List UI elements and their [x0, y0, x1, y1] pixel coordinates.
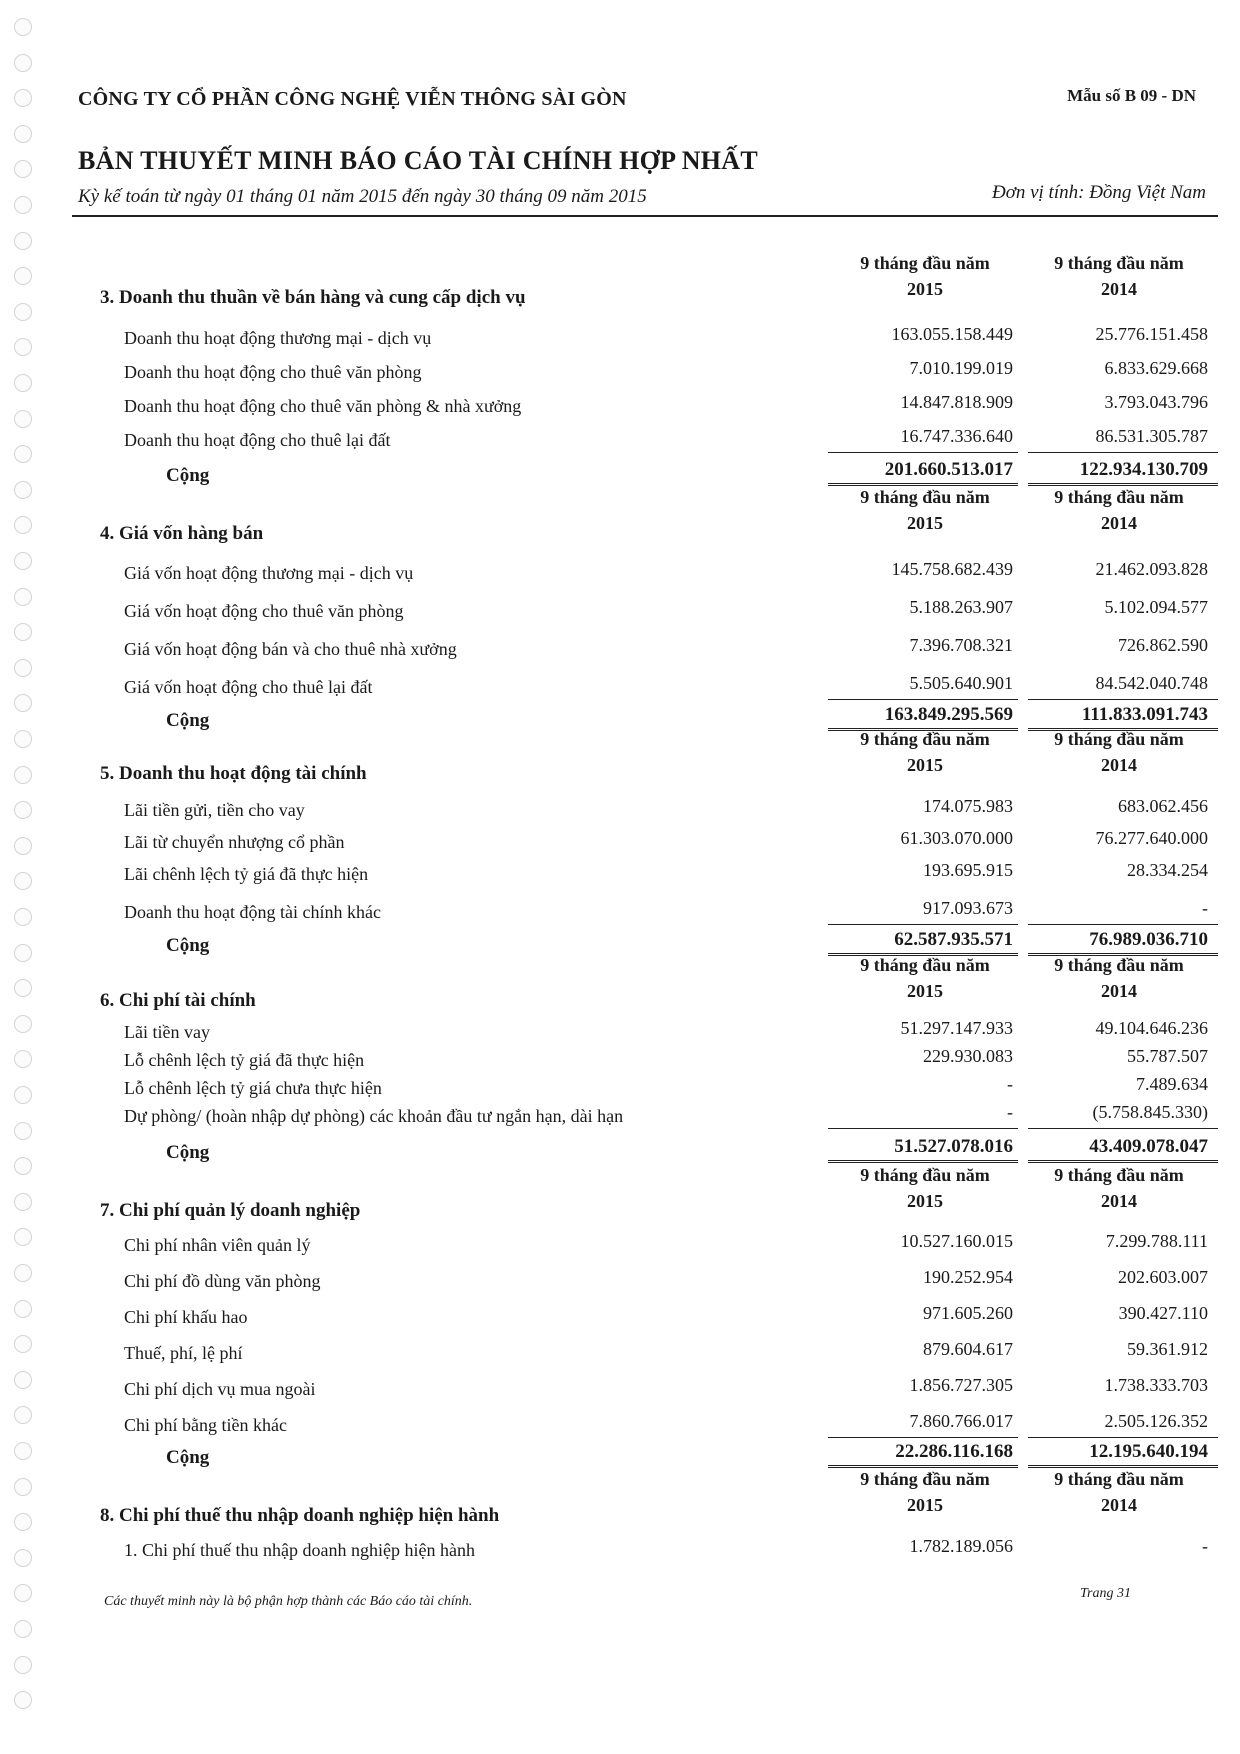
binder-hole — [14, 1656, 32, 1674]
binder-hole — [14, 1371, 32, 1389]
binder-hole — [14, 481, 32, 499]
subtotal-rule — [828, 452, 1018, 453]
line-item-value-2014: 55.787.507 — [1127, 1046, 1208, 1066]
line-item-value-2014: 84.542.040.748 — [1095, 673, 1208, 693]
line-item-value-2015: 971.605.260 — [923, 1303, 1013, 1323]
line-item-value-2014: - — [1202, 1536, 1208, 1556]
line-item-label: Lãi tiền gửi, tiền cho vay — [124, 800, 305, 820]
binder-hole — [14, 1264, 32, 1282]
binder-hole — [14, 1157, 32, 1175]
binder-hole — [14, 944, 32, 962]
binder-hole — [14, 588, 32, 606]
total-value-2014: 122.934.130.709 — [1079, 459, 1208, 480]
subtotal-rule — [1028, 699, 1218, 700]
section-title: 3. Doanh thu thuần về bán hàng và cung cấp dịch vụ — [100, 287, 526, 308]
section-title: 4. Giá vốn hàng bán — [100, 523, 264, 544]
line-item-value-2014: 59.361.912 — [1127, 1339, 1208, 1359]
column-header-2015: 9 tháng đầu năm 2015 — [860, 1469, 990, 1515]
line-item-value-2014: 21.462.093.828 — [1095, 559, 1208, 579]
footer-note: Các thuyết minh này là bộ phận hợp thành các Báo cáo tài chính. — [104, 1594, 473, 1609]
subtotal-rule — [828, 1128, 1018, 1129]
company-name: CÔNG TY CỔ PHẦN CÔNG NGHỆ VIỄN THÔNG SÀI GÒN — [78, 88, 627, 110]
binder-hole — [14, 1478, 32, 1496]
line-item-label: Giá vốn hoạt động thương mại - dịch vụ — [124, 563, 414, 583]
binder-hole — [14, 54, 32, 72]
line-item-label: Giá vốn hoạt động bán và cho thuê nhà xưởng — [124, 639, 457, 659]
line-item-value-2014: 726.862.590 — [1118, 635, 1208, 655]
total-value-2014: 43.409.078.047 — [1089, 1136, 1208, 1157]
line-item-value-2015: 229.930.083 — [923, 1046, 1013, 1066]
binder-hole — [14, 410, 32, 428]
line-item-value-2015: - — [1007, 1074, 1013, 1094]
binder-hole — [14, 730, 32, 748]
subtotal-rule — [828, 1437, 1018, 1438]
binder-hole — [14, 1050, 32, 1068]
binder-hole — [14, 160, 32, 178]
line-item-label: Chi phí nhân viên quản lý — [124, 1235, 311, 1255]
section-title: 6. Chi phí tài chính — [100, 990, 256, 1011]
subtotal-rule — [828, 699, 1018, 700]
line-item-label: Lãi chênh lệch tỷ giá đã thực hiện — [124, 864, 369, 884]
line-item-value-2015: 174.075.983 — [923, 796, 1013, 816]
binder-hole — [14, 552, 32, 570]
column-header-2014: 9 tháng đầu năm 2014 — [1054, 1165, 1184, 1211]
line-item-value-2015: 193.695.915 — [923, 860, 1013, 880]
binder-hole — [14, 516, 32, 534]
line-item-label: 1. Chi phí thuế thu nhập doanh nghiệp hiện hành — [124, 1540, 475, 1560]
line-item-label: Chi phí dịch vụ mua ngoài — [124, 1379, 316, 1399]
binder-hole — [14, 338, 32, 356]
binder-hole — [14, 1228, 32, 1246]
line-item-value-2015: 5.505.640.901 — [909, 673, 1013, 693]
total-label: Cộng — [166, 1447, 210, 1468]
total-value-2014: 76.989.036.710 — [1089, 929, 1208, 950]
binder-hole — [14, 979, 32, 997]
binder-hole — [14, 659, 32, 677]
binder-hole — [14, 303, 32, 321]
total-value-2015: 163.849.295.569 — [884, 704, 1013, 725]
page-number: Trang 31 — [1080, 1586, 1131, 1601]
line-item-label: Chi phí bằng tiền khác — [124, 1415, 287, 1435]
line-item-value-2015: 5.188.263.907 — [909, 597, 1013, 617]
total-value-2014: 111.833.091.743 — [1081, 704, 1208, 725]
column-header-2015: 9 tháng đầu năm 2015 — [860, 253, 990, 299]
total-label: Cộng — [166, 1142, 210, 1163]
line-item-label: Doanh thu hoạt động cho thuê văn phòng & nhà xưởng — [124, 396, 522, 416]
line-item-value-2015: 51.297.147.933 — [900, 1018, 1013, 1038]
binder-hole — [14, 1513, 32, 1531]
line-item-value-2014: 1.738.333.703 — [1104, 1375, 1208, 1395]
subtotal-rule — [1028, 924, 1218, 925]
binder-hole — [14, 1015, 32, 1033]
line-item-label: Giá vốn hoạt động cho thuê văn phòng — [124, 601, 404, 621]
column-header-2014: 9 tháng đầu năm 2014 — [1054, 253, 1184, 299]
line-item-value-2014: 25.776.151.458 — [1095, 324, 1208, 344]
binder-hole — [14, 801, 32, 819]
line-item-value-2014: 7.299.788.111 — [1105, 1231, 1208, 1251]
line-item-value-2014: 49.104.646.236 — [1095, 1018, 1208, 1038]
line-item-value-2015: 1.856.727.305 — [909, 1375, 1013, 1395]
column-header-2014: 9 tháng đầu năm 2014 — [1054, 955, 1184, 1001]
line-item-value-2015: 14.847.818.909 — [900, 392, 1013, 412]
binder-hole — [14, 196, 32, 214]
currency-unit: Đơn vị tính: Đồng Việt Nam — [991, 182, 1206, 203]
line-item-value-2015: 145.758.682.439 — [891, 559, 1013, 579]
line-item-label: Doanh thu hoạt động tài chính khác — [124, 902, 381, 922]
binder-hole — [14, 1122, 32, 1140]
line-item-value-2015: 7.860.766.017 — [909, 1411, 1013, 1431]
section-title: 7. Chi phí quản lý doanh nghiệp — [100, 1200, 361, 1221]
binder-hole — [14, 1442, 32, 1460]
line-item-value-2015: 16.747.336.640 — [900, 426, 1013, 446]
binder-hole — [14, 374, 32, 392]
line-item-value-2014: 202.603.007 — [1118, 1267, 1208, 1287]
line-item-label: Lãi tiền vay — [124, 1022, 210, 1042]
binder-hole — [14, 1086, 32, 1104]
binder-hole — [14, 18, 32, 36]
binder-hole — [14, 1406, 32, 1424]
column-header-2015: 9 tháng đầu năm 2015 — [860, 1165, 990, 1211]
line-item-value-2015: 917.093.673 — [923, 898, 1013, 918]
column-header-2014: 9 tháng đầu năm 2014 — [1054, 487, 1184, 533]
line-item-value-2014: 86.531.305.787 — [1095, 426, 1208, 446]
binder-hole — [14, 1193, 32, 1211]
line-item-label: Thuế, phí, lệ phí — [124, 1343, 243, 1363]
total-value-2015: 201.660.513.017 — [884, 459, 1013, 480]
total-value-2015: 22.286.116.168 — [895, 1441, 1013, 1462]
binder-hole — [14, 125, 32, 143]
total-value-2015: 51.527.078.016 — [894, 1136, 1013, 1157]
subtotal-rule — [828, 924, 1018, 925]
accounting-period: Kỳ kế toán từ ngày 01 tháng 01 năm 2015 đến ngày 30 tháng 09 năm 2015 — [78, 186, 647, 207]
section-title: 5. Doanh thu hoạt động tài chính — [100, 763, 367, 784]
total-label: Cộng — [166, 710, 210, 731]
binder-hole — [14, 837, 32, 855]
binder-hole — [14, 694, 32, 712]
column-header-2015: 9 tháng đầu năm 2015 — [860, 487, 990, 533]
line-item-label: Doanh thu hoạt động cho thuê văn phòng — [124, 362, 422, 382]
line-item-label: Chi phí đồ dùng văn phòng — [124, 1271, 321, 1291]
document-title: BẢN THUYẾT MINH BÁO CÁO TÀI CHÍNH HỢP NHẤT — [78, 146, 759, 175]
line-item-value-2014: 6.833.629.668 — [1104, 358, 1208, 378]
binder-holes — [14, 18, 36, 1738]
line-item-value-2014: 28.334.254 — [1127, 860, 1208, 880]
subtotal-rule — [1028, 1128, 1218, 1129]
line-item-value-2015: 7.010.199.019 — [909, 358, 1013, 378]
form-code: Mẫu số B 09 - DN — [1067, 86, 1196, 105]
line-item-label: Lỗ chênh lệch tỷ giá chưa thực hiện — [124, 1078, 382, 1098]
binder-hole — [14, 872, 32, 890]
binder-hole — [14, 1620, 32, 1638]
line-item-value-2014: 3.793.043.796 — [1104, 392, 1208, 412]
line-item-value-2015: 10.527.160.015 — [900, 1231, 1013, 1251]
total-value-2014: 12.195.640.194 — [1089, 1441, 1208, 1462]
line-item-label: Dự phòng/ (hoàn nhập dự phòng) các khoản đầu tư ngắn hạn, dài hạn — [124, 1106, 624, 1126]
total-label: Cộng — [166, 465, 210, 486]
line-item-value-2014: 5.102.094.577 — [1104, 597, 1208, 617]
line-item-value-2014: 76.277.640.000 — [1095, 828, 1208, 848]
line-item-value-2015: 879.604.617 — [923, 1339, 1013, 1359]
binder-hole — [14, 766, 32, 784]
binder-hole — [14, 1335, 32, 1353]
line-item-label: Doanh thu hoạt động cho thuê lại đất — [124, 430, 391, 450]
column-header-2014: 9 tháng đầu năm 2014 — [1054, 729, 1184, 775]
line-item-label: Doanh thu hoạt động thương mại - dịch vụ — [124, 328, 432, 348]
binder-hole — [14, 1584, 32, 1602]
line-item-value-2014: 7.489.634 — [1136, 1074, 1208, 1094]
line-item-value-2014: - — [1202, 898, 1208, 918]
column-header-2014: 9 tháng đầu năm 2014 — [1054, 1469, 1184, 1515]
line-item-value-2014: 683.062.456 — [1118, 796, 1208, 816]
line-item-value-2015: 61.303.070.000 — [900, 828, 1013, 848]
binder-hole — [14, 623, 32, 641]
column-header-2015: 9 tháng đầu năm 2015 — [860, 729, 990, 775]
line-item-value-2015: - — [1007, 1102, 1013, 1122]
line-item-value-2015: 163.055.158.449 — [891, 324, 1013, 344]
total-value-2015: 62.587.935.571 — [894, 929, 1013, 950]
section-title: 8. Chi phí thuế thu nhập doanh nghiệp hiện hành — [100, 1505, 500, 1526]
binder-hole — [14, 908, 32, 926]
binder-hole — [14, 1300, 32, 1318]
column-header-2015: 9 tháng đầu năm 2015 — [860, 955, 990, 1001]
subtotal-rule — [1028, 1437, 1218, 1438]
binder-hole — [14, 267, 32, 285]
line-item-label: Lãi từ chuyển nhượng cổ phần — [124, 832, 345, 852]
binder-hole — [14, 1549, 32, 1567]
line-item-value-2015: 190.252.954 — [923, 1267, 1013, 1287]
line-item-value-2014: 390.427.110 — [1118, 1303, 1208, 1323]
binder-hole — [14, 89, 32, 107]
line-item-label: Lỗ chênh lệch tỷ giá đã thực hiện — [124, 1050, 365, 1070]
line-item-label: Chi phí khấu hao — [124, 1307, 248, 1327]
line-item-value-2015: 7.396.708.321 — [909, 635, 1013, 655]
binder-hole — [14, 232, 32, 250]
header-divider — [72, 215, 1218, 217]
line-item-value-2014: (5.758.845.330) — [1092, 1102, 1208, 1122]
line-item-label: Giá vốn hoạt động cho thuê lại đất — [124, 677, 373, 697]
line-item-value-2015: 1.782.189.056 — [909, 1536, 1013, 1556]
binder-hole — [14, 1691, 32, 1709]
subtotal-rule — [1028, 452, 1218, 453]
line-item-value-2014: 2.505.126.352 — [1104, 1411, 1208, 1431]
total-label: Cộng — [166, 935, 210, 956]
binder-hole — [14, 445, 32, 463]
